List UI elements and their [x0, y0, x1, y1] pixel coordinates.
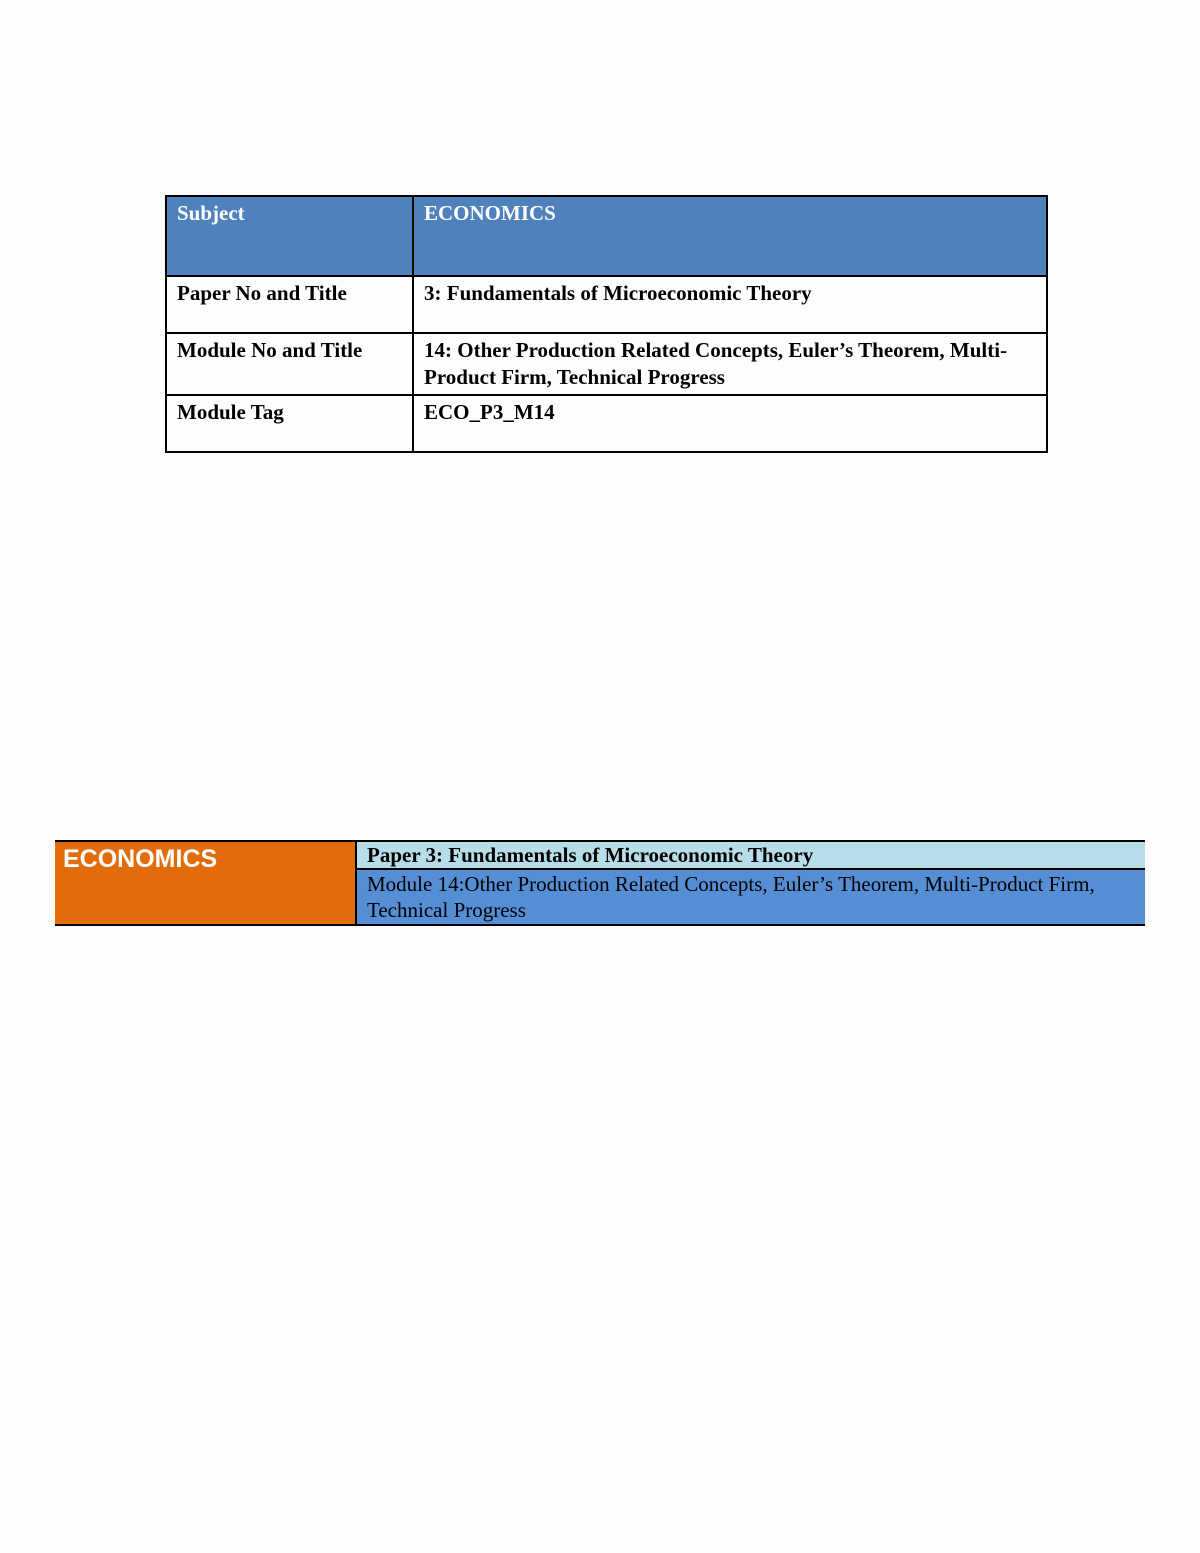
paper-value: 3: Fundamentals of Microeconomic Theory	[413, 276, 1047, 333]
band-module-title: Module 14:Other Production Related Concepts, Euler’s Theorem, Multi-Product Firm, Technical Progress	[367, 872, 1095, 922]
paper-label: Paper No and Title	[166, 276, 413, 333]
module-info-table	[165, 195, 1048, 453]
module-value: 14: Other Production Related Concepts, Euler’s Theorem, Multi-Product Firm, Technical Progress	[413, 333, 1047, 395]
band-paper-title: Paper 3: Fundamentals of Microeconomic Theory	[367, 843, 814, 867]
module-tag-label: Module Tag	[166, 395, 413, 452]
table-row-module	[166, 333, 1047, 395]
paper-block	[357, 842, 1145, 870]
table-row-subject	[166, 196, 1047, 276]
page-header-band	[55, 840, 1145, 926]
subject-block	[55, 842, 357, 924]
subject-label: Subject	[166, 196, 413, 276]
module-label: Module No and Title	[166, 333, 413, 395]
subject-value: ECONOMICS	[413, 196, 1047, 276]
table-row-paper	[166, 276, 1047, 333]
band-subject-title: ECONOMICS	[63, 845, 218, 873]
module-tag-value: ECO_P3_M14	[413, 395, 1047, 452]
table-row-module-tag	[166, 395, 1047, 452]
module-block	[357, 870, 1145, 924]
